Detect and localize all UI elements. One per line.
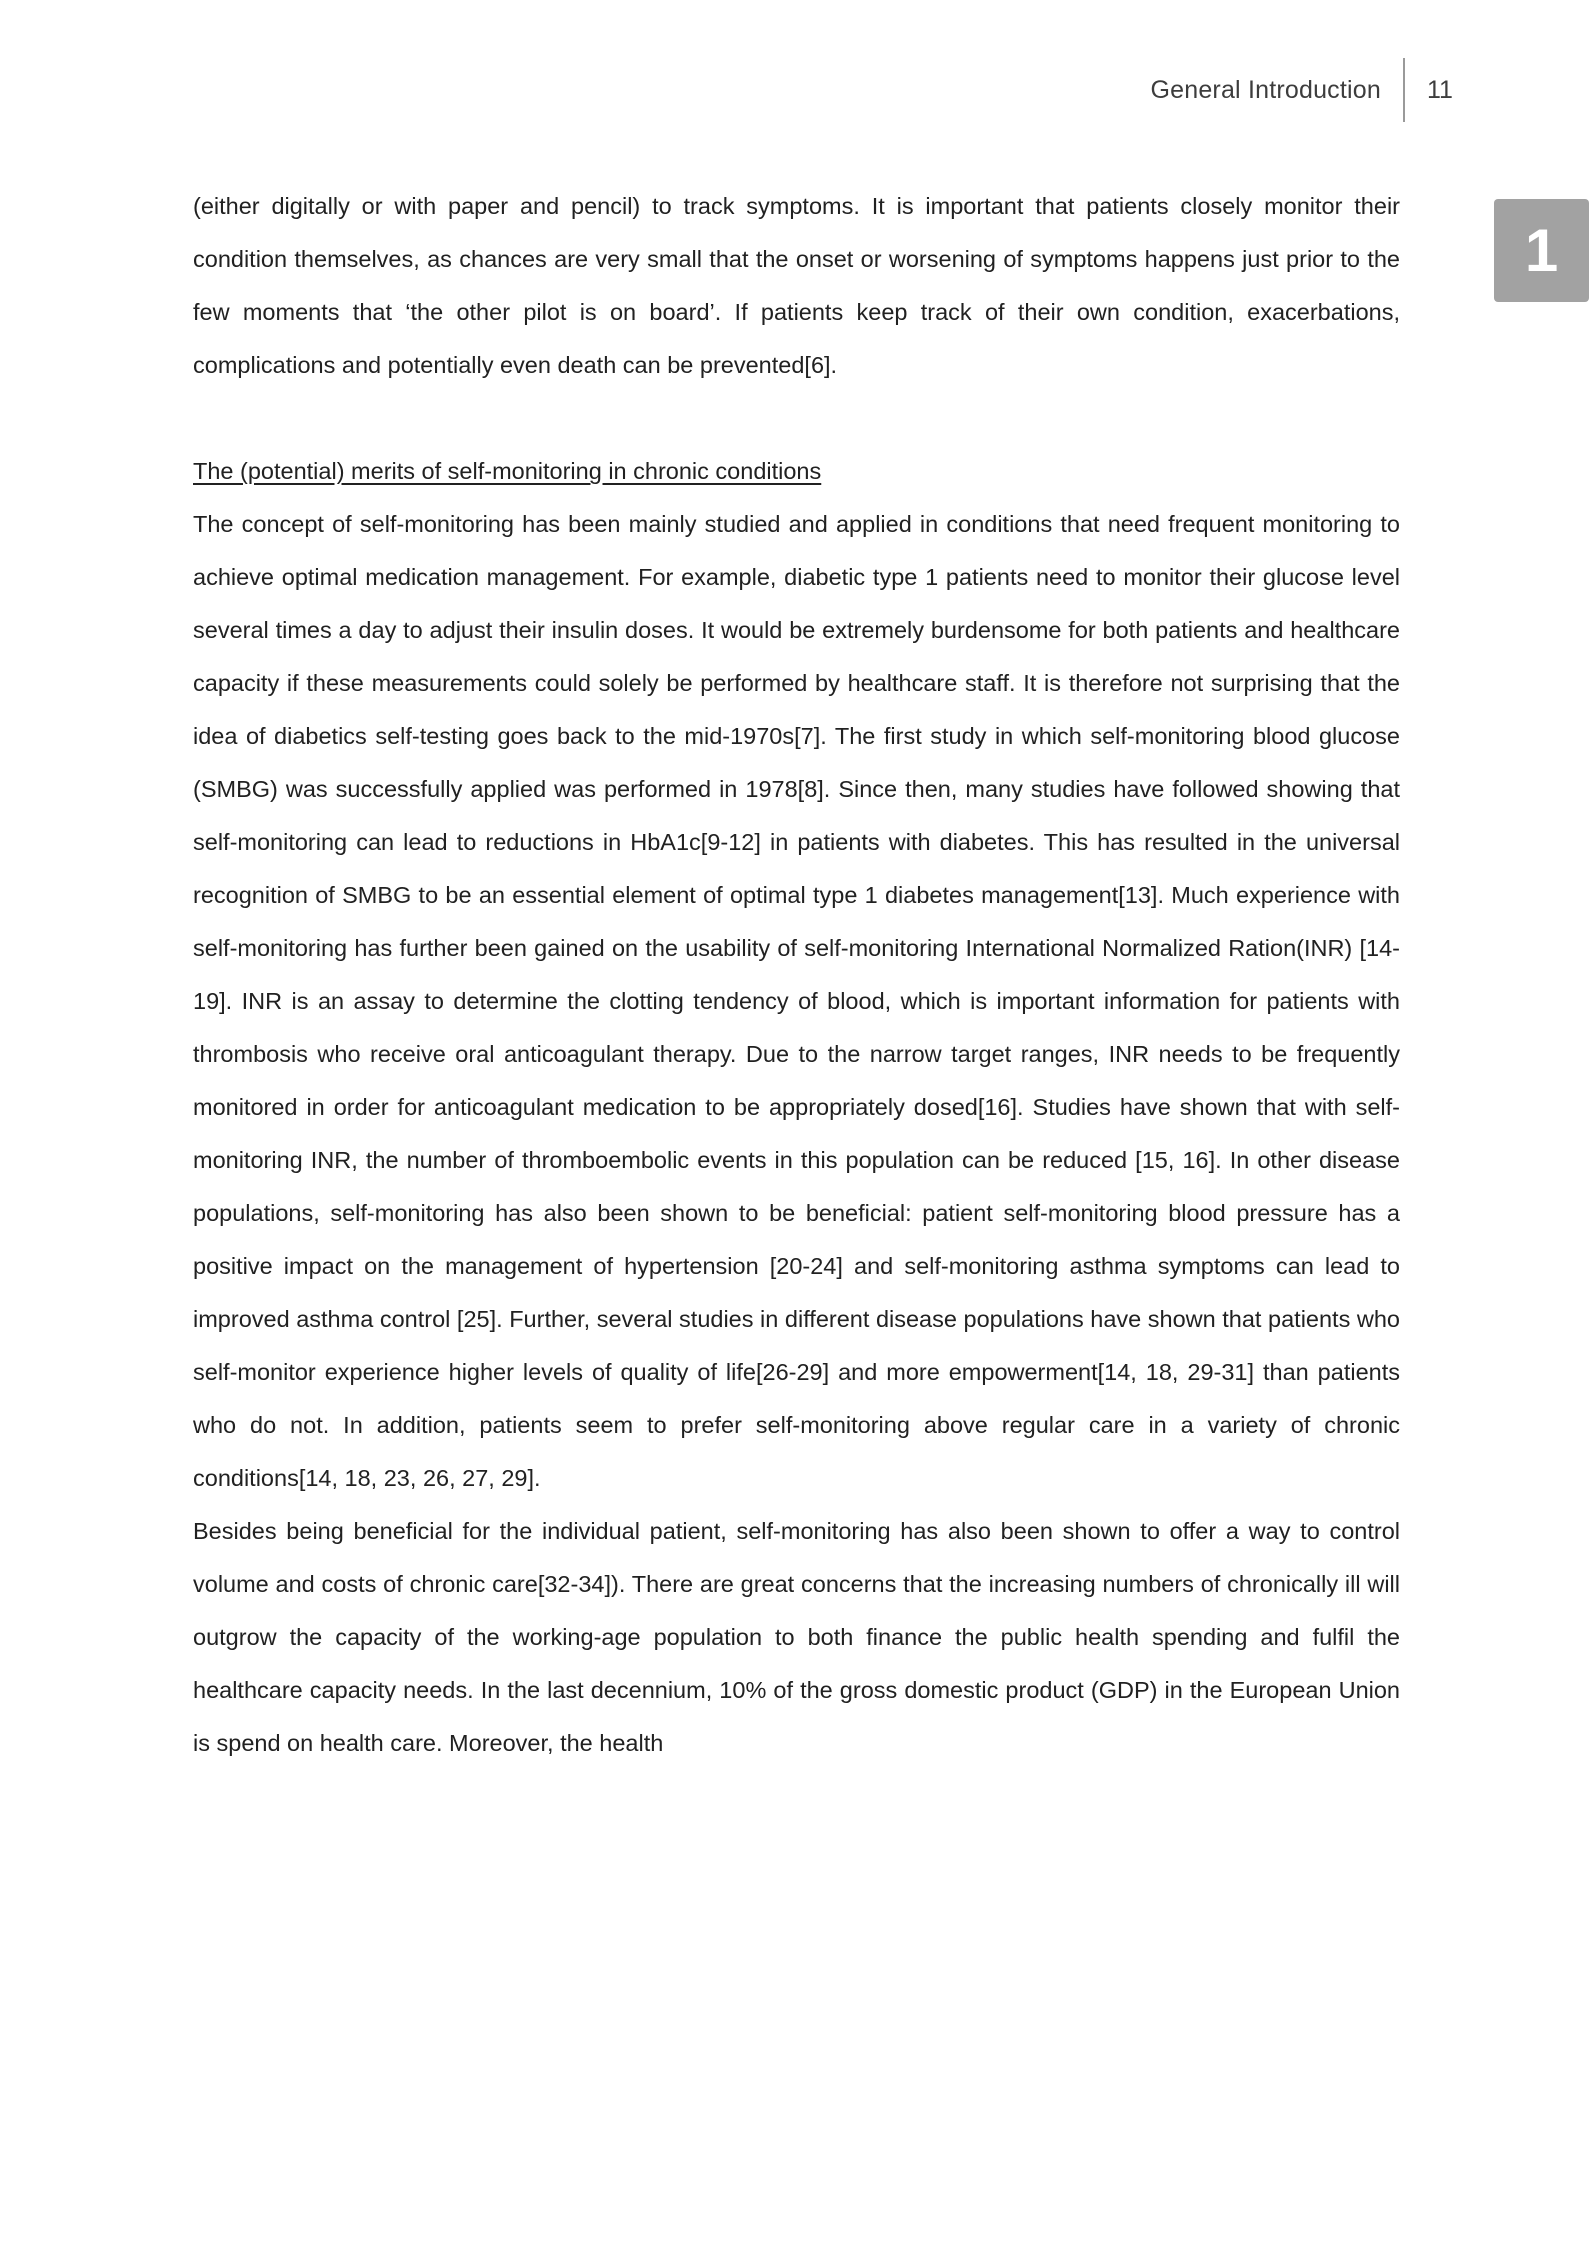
chapter-number-label: 1 [1524, 216, 1559, 284]
body-text-block [193, 180, 1400, 1770]
page-header [193, 52, 1455, 128]
header-divider [1403, 58, 1405, 122]
running-header-title: General Introduction [1150, 75, 1381, 104]
page-number: 11 [1427, 75, 1453, 104]
chapter-tab [1494, 199, 1589, 302]
paragraph-costs-of-chronic-care: Besides being beneficial for the individual patient, self-monitoring has also been shown to offer a way to control volume and costs of chronic care[32-34]). There are great concerns that the increasing numbers of chronically ill will outgrow the capacity of the working-age population to both finance the public health spending and fulfil the healthcare capacity needs. In the last decennium, 10% of the gross domestic product (GDP) in the European Union is spend on health care. Moreover, the health [193, 1518, 1400, 1756]
paragraph-self-monitoring-merits: The concept of self-monitoring has been mainly studied and applied in conditions that need frequent monitoring to achieve optimal medication management. For example, diabetic type 1 patients need to monitor their glucose level several times a day to adjust their insulin doses. It would be extremely burdensome for both patients and healthcare capacity if these measurements could solely be performed by healthcare staff. It is therefore not surprising that the idea of diabetics self-testing goes back to the mid-1970s[7]. The first study in which self-monitoring blood glucose (SMBG) was successfully applied was performed in 1978[8]. Since then, many studies have followed showing that self-monitoring can lead to reductions in HbA1c[9-12] in patients with diabetes. This has resulted in the universal recognition of SMBG to be an essential element of optimal type 1 diabetes management[13]. Much experience with self-monitoring has further been gained on the usability of self-monitoring International Normalized Ration(INR) [14-19]. INR is an assay to determine the clotting tendency of blood, which is important information for patients with thrombosis who receive oral anticoagulant therapy. Due to the narrow target ranges, INR needs to be frequently monitored in order for anticoagulant medication to be appropriately dosed[16]. Studies have shown that with self-monitoring INR, the number of thromboembolic events in this population can be reduced [15, 16]. In other disease populations, self-monitoring has also been shown to be beneficial: patient self-monitoring blood pressure has a positive impact on the management of hypertension [20-24] and self-monitoring asthma symptoms can lead to improved asthma control [25]. Further, several studies in different disease populations have shown that patients who self-monitor experience higher levels of quality of life[26-29] and more empowerment[14, 18, 29-31] than patients who do not. In addition, patients seem to prefer self-monitoring above regular care in a variety of chronic conditions[14, 18, 23, 26, 27, 29]. [193, 511, 1400, 1491]
section-heading: The (potential) merits of self-monitoring in chronic conditions [193, 458, 822, 484]
paragraph-intro-continuation: (either digitally or with paper and pencil) to track symptoms. It is important that patients closely monitor their condition themselves, as chances are very small that the onset or worsening of symptoms happens just prior to the few moments that ‘the other pilot is on board’. If patients keep track of their own condition, exacerbations, complications and potentially even death can be prevented[6]. [193, 193, 1400, 378]
